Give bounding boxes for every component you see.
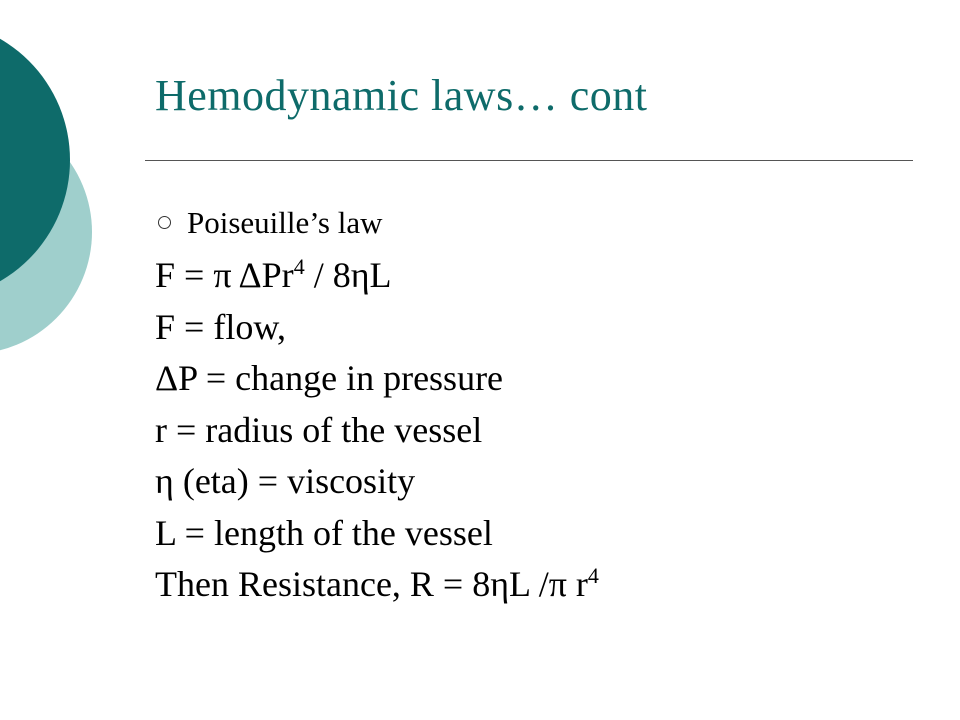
- definition-line: F = flow,: [155, 306, 286, 347]
- formula-line: [155, 250, 599, 302]
- formula-rhs: / 8ηL: [304, 255, 392, 295]
- circle-bullet-icon: [158, 216, 171, 229]
- resistance-line: [155, 559, 599, 611]
- bullet-text: Poiseuille’s law: [187, 205, 383, 240]
- body-lines: [155, 250, 599, 611]
- decorative-circles: [0, 0, 120, 400]
- resistance-exponent: 4: [587, 563, 599, 588]
- definition-line: ΔP = change in pressure: [155, 358, 504, 398]
- bullet-item: [158, 203, 382, 243]
- definition-line: η (eta) = viscosity: [155, 461, 416, 501]
- formula-lhs: F = π ΔPr: [155, 255, 294, 295]
- resistance-text: Then Resistance, R = 8ηL /π r: [155, 564, 588, 604]
- title-divider: [145, 160, 913, 161]
- formula-exponent: 4: [293, 254, 305, 279]
- definition-line: r = radius of the vessel: [155, 409, 483, 450]
- slide-title: Hemodynamic laws… cont: [155, 71, 648, 120]
- definition-line: L = length of the vessel: [155, 512, 493, 553]
